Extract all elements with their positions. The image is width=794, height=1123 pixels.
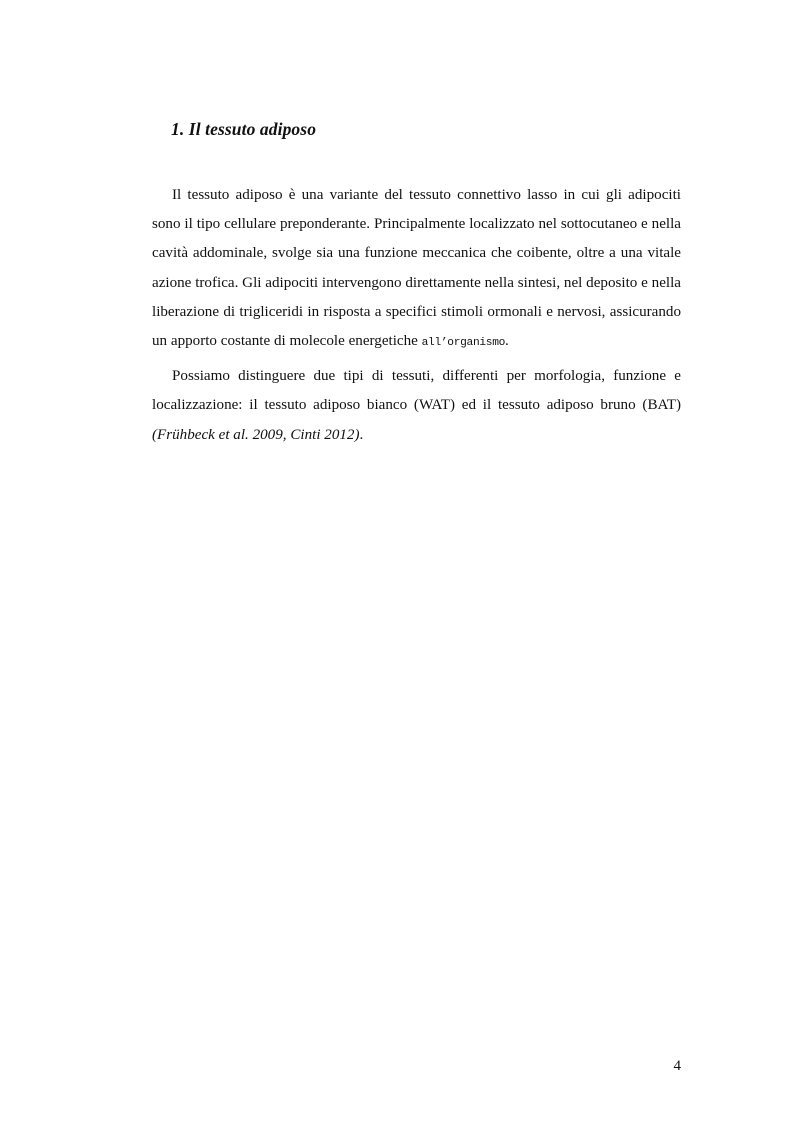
paragraph-1-text: Il tessuto adiposo è una variante del tessuto connettivo lasso in cui gli adipociti sono il tipo cellulare preponderante. Principalmente localizzato nel sottocutaneo e nella cavità addominale, svolge sia una funzione meccanica che coibente, oltre a una vitale azione trofica. Gli adipociti intervengono direttamente nella sintesi, nel deposito e nella liberazione di trigliceridi in risposta a specifici stimoli ormonali e nervosi, assicurando un apporto costante di molecole energetiche bbox=[152, 187, 681, 350]
citation: (Frühbeck et al. 2009, Cinti 2012) bbox=[152, 426, 360, 443]
body-text bbox=[152, 181, 681, 450]
paragraph-1-tail: . bbox=[505, 333, 509, 350]
paragraph-2-tail: . bbox=[359, 426, 364, 443]
paragraph-2-text: Possiamo distinguere due tipi di tessuti, differenti per morfologia, funzione e localizzazione: il tessuto adiposo bianco (WAT) ed il tessuto adiposo bruno (BAT) bbox=[152, 368, 681, 414]
paragraph-adipose-tissue-intro bbox=[152, 181, 681, 358]
section-heading: 1. Il tessuto adiposo bbox=[171, 119, 317, 139]
paragraph-1-mono-term: all’organismo bbox=[421, 337, 506, 350]
paragraph-tissue-types bbox=[152, 362, 681, 450]
page-number: 4 bbox=[673, 1058, 681, 1074]
